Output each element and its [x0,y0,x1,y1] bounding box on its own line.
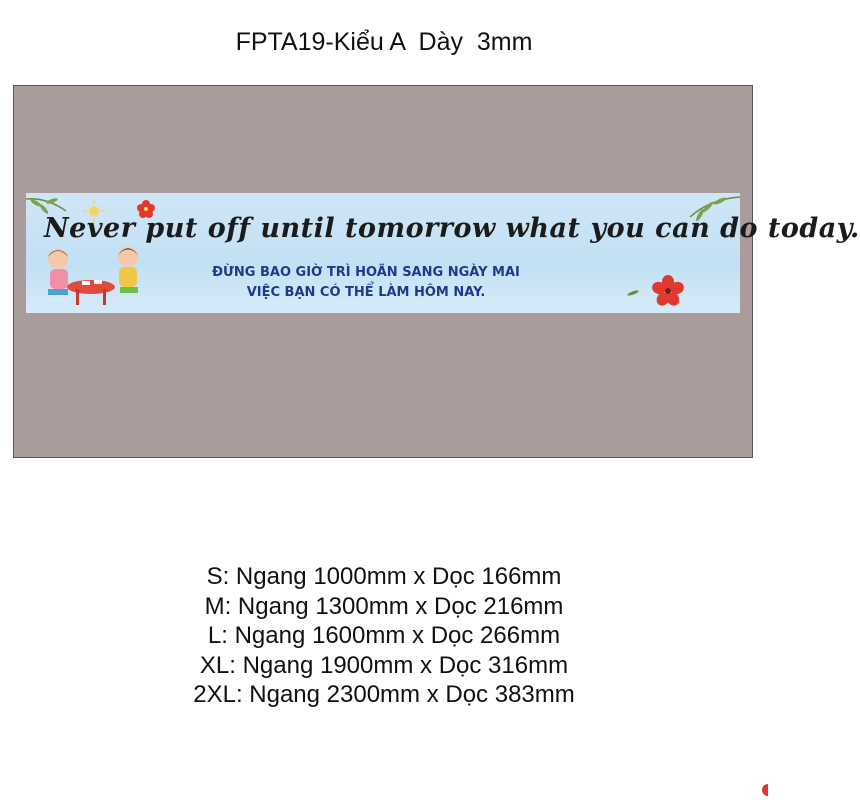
product-title: FPTA19-Kiểu A Dày 3mm [235,28,533,56]
size-s: S: Ngang 1000mm x Dọc 166mm [206,563,562,590]
size-list [0,562,768,710]
size-2xl: 2XL: Ngang 2300mm x Dọc 383mm [193,681,575,708]
quote-vietnamese-line-2: VIỆC BẠN CÓ THỂ LÀM HÔM NAY. [246,285,486,300]
banner [26,193,860,313]
red-flower-icon [652,275,684,307]
preview-frame [13,85,860,458]
kids-at-table-illustration [36,245,146,311]
size-xl: XL: Ngang 1900mm x Dọc 316mm [199,651,569,679]
corner-mark [762,784,768,796]
sparkle-leaf-icon [626,289,640,297]
size-m: M: Ngang 1300mm x Dọc 216mm [204,592,564,620]
quote-english: Never put off until tomorrow what you can do today. [44,213,860,244]
size-l: L: Ngang 1600mm x Dọc 266mm [207,622,561,649]
quote-vietnamese-line-1: ĐỪNG BAO GIỜ TRÌ HOÃN SANG NGÀY MAI [212,265,520,280]
